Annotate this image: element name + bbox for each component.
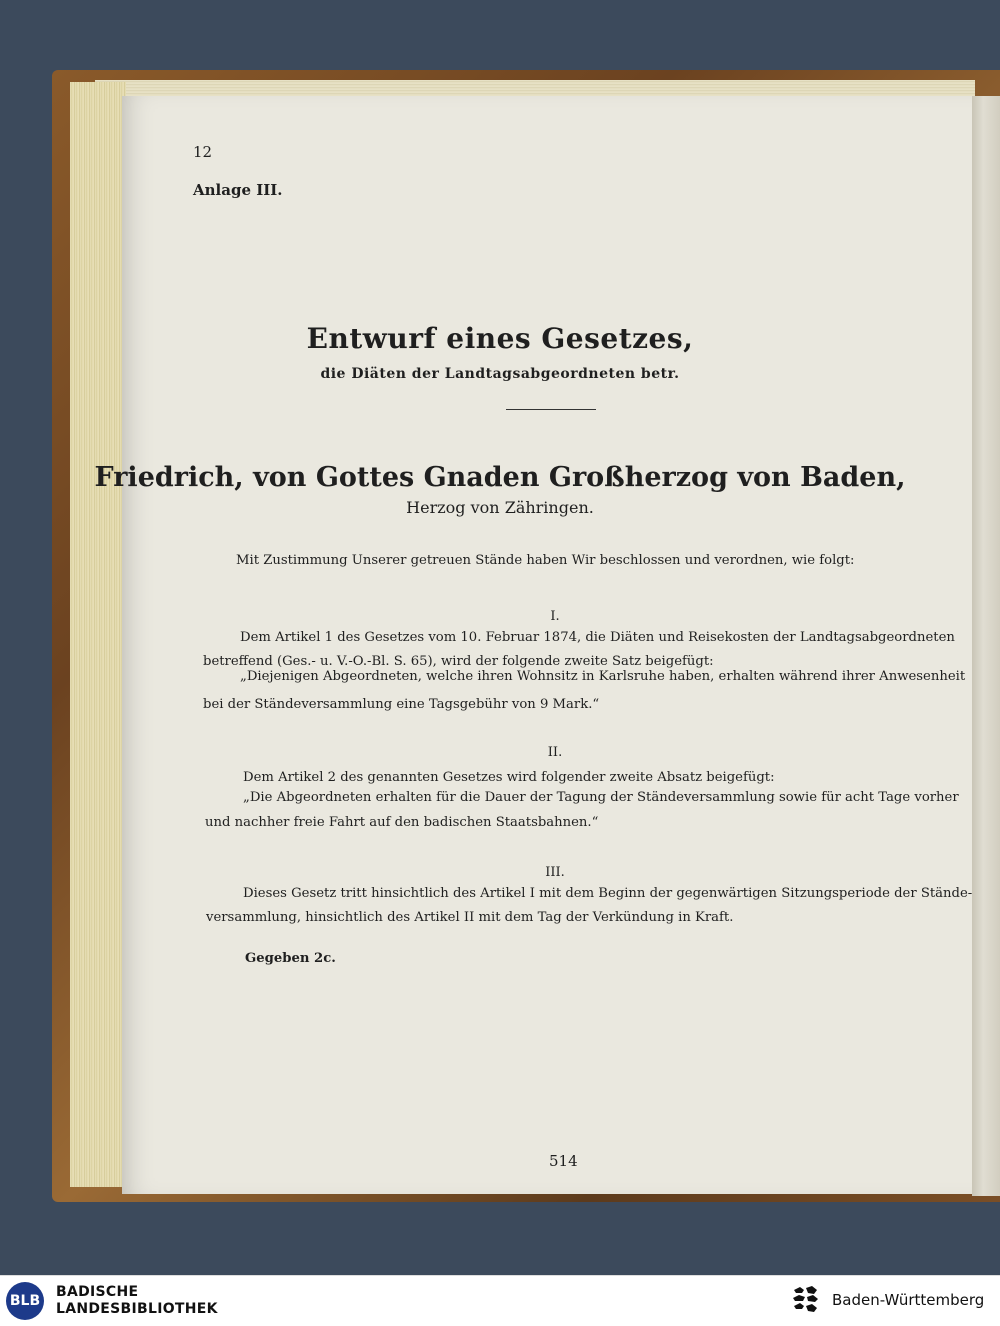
document-subtitle: die Diäten der Landtagsabgeordneten betr. bbox=[320, 366, 680, 382]
section-2-numeral: II. bbox=[547, 745, 563, 760]
section-1-line-4: bei der Ständeversammlung eine Tagsgebühr von 9 Mark.“ bbox=[203, 697, 600, 712]
closing-formula: Gegeben 2c. bbox=[245, 951, 336, 966]
branding-bar bbox=[0, 1275, 1000, 1326]
sovereign-heading: Friedrich, von Gottes Gnaden Großherzog von Baden, bbox=[94, 462, 906, 493]
library-name-line-2: LANDESBIBLIOTHEK bbox=[56, 1301, 218, 1317]
blb-logo[interactable]: BLB bbox=[6, 1282, 44, 1320]
annex-label: Anlage III. bbox=[193, 181, 283, 199]
section-1-line-3: „Diejenigen Abgeordneten, welche ihren Wohnsitz in Karlsruhe haben, erhalten während ihrer Anwesenheit bbox=[240, 669, 966, 684]
document-title: Entwurf eines Gesetzes, bbox=[306, 322, 694, 355]
state-name[interactable]: Baden-Württemberg bbox=[832, 1291, 985, 1309]
baden-wuerttemberg-lions-icon bbox=[790, 1284, 820, 1318]
document-page bbox=[122, 96, 972, 1194]
page-number: 12 bbox=[193, 143, 213, 161]
section-1-line-1: Dem Artikel 1 des Gesetzes vom 10. Februar 1874, die Diäten und Reisekosten der Landtagsabgeordneten bbox=[240, 630, 955, 645]
library-name-line-1: BADISCHE bbox=[56, 1284, 139, 1300]
page-edges bbox=[70, 82, 126, 1187]
section-3-line-2: versammlung, hinsichtlich des Artikel II mit dem Tag der Verkündung in Kraft. bbox=[206, 910, 734, 925]
section-1-numeral: I. bbox=[550, 609, 560, 624]
section-2-line-2: „Die Abgeordneten erhalten für die Dauer der Tagung der Ständeversammlung sowie für acht Tage vorher bbox=[243, 790, 959, 805]
next-page-edge bbox=[972, 96, 1000, 1196]
title-divider bbox=[506, 409, 596, 410]
section-2-line-1: Dem Artikel 2 des genannten Gesetzes wird folgender zweite Absatz beigefügt: bbox=[243, 770, 775, 785]
footer-page-number: 514 bbox=[549, 1152, 578, 1170]
sovereign-subheading: Herzog von Zähringen. bbox=[406, 498, 594, 517]
section-2-line-3: und nachher freie Fahrt auf den badischen Staatsbahnen.“ bbox=[205, 815, 599, 830]
section-1-line-2: betreffend (Ges.- u. V.-O.-Bl. S. 65), wird der folgende zweite Satz beigefügt: bbox=[203, 654, 714, 669]
section-3-line-1: Dieses Gesetz tritt hinsichtlich des Artikel I mit dem Beginn der gegenwärtigen Sitzungsperiode der Stände- bbox=[243, 886, 973, 901]
preamble: Mit Zustimmung Unserer getreuen Stände haben Wir beschlossen und verordnen, wie folgt: bbox=[236, 553, 855, 568]
section-3-numeral: III. bbox=[545, 865, 565, 880]
